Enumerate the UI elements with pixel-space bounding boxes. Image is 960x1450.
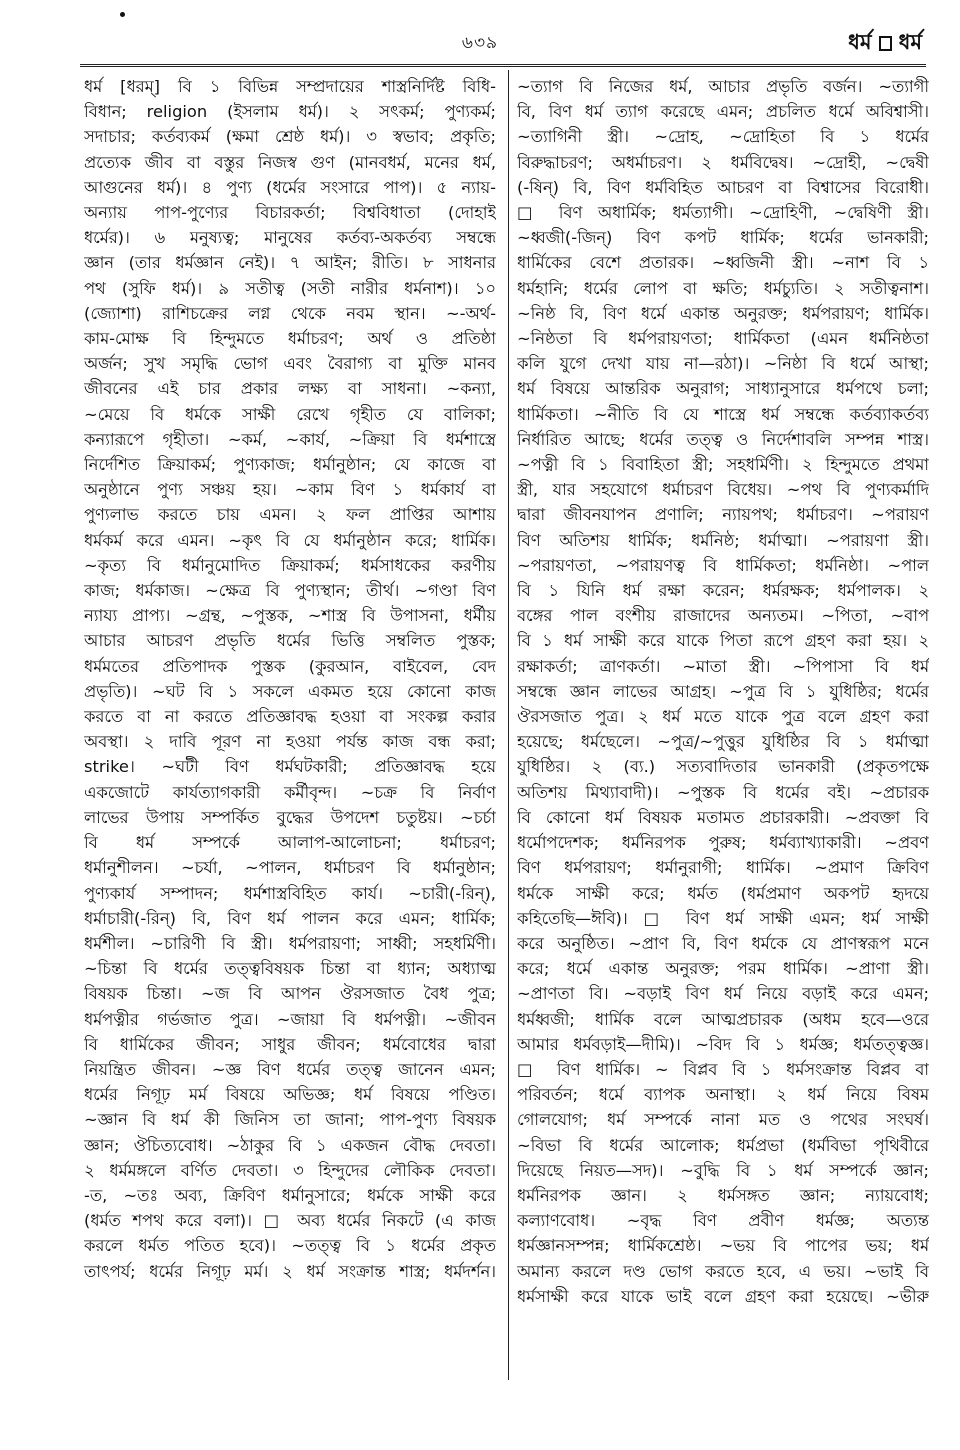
dictionary-line: কন্যারূপে গৃহীতা। ~কর্ম, ~কার্য, ~ক্রিয়া বি ধর্মশাস্ত্রে	[84, 429, 496, 449]
dictionary-line: ধর্মকর্ম করে এমন। ~কৃৎ বি যে ধর্মানুষ্ঠান করে; ধার্মিক।	[84, 530, 496, 550]
dictionary-line: ন্যায্য প্রাপ্য। ~গ্রন্থ, ~পুস্তক, ~শাস্ত্র বি উপাসনা, ধর্মীয়	[84, 606, 496, 626]
dictionary-line: বি কোনো ধর্ম বিষয়ক মতামত প্রচারকারী। ~প্রবক্তা বি	[517, 807, 929, 827]
dictionary-line: (-ষিন্‌) বি, বিণ ধর্মবিহিত আচরণ বা বিশ্বাসের বিরোধী।	[517, 177, 929, 197]
dictionary-line: □ বিণ অধার্মিক; ধর্মত্যাগী। ~দ্রোহিণী, ~দ্বেষিণী স্ত্রী।	[517, 203, 929, 223]
dictionary-line: ধর্মমতের প্রতিপাদক পুস্তক (কুরআন, বাইবেল, বেদ	[84, 656, 496, 676]
dictionary-line: ধর্মনিরপক জ্ঞান। ২ ধর্মসঙ্গত জ্ঞান; ন্যায়বোধ;	[517, 1185, 929, 1205]
dictionary-line: বিধান; religion (ইসলাম ধর্ম)। ২ সৎকর্ম; পুণ্যকর্ম;	[84, 102, 496, 122]
dictionary-line: জীবনের এই চার প্রকার লক্ষ্য বা সাধনা। ~কন্যা,	[84, 379, 496, 399]
dictionary-line: পথ (সুফি ধর্ম)। ৯ সতীত্ব (সতী নারীর ধর্মনাশ)। ১০	[84, 278, 496, 298]
dictionary-line: ধর্মজ্ঞানসম্পন্ন; ধার্মিকশ্রেষ্ঠ। ~ভয় বি পাপের ভয়; ধর্ম	[517, 1236, 929, 1256]
dictionary-line: পরিবর্তন; ধর্মে ব্যাপক অনাস্থা। ২ ধর্ম নিয়ে বিষম	[517, 1085, 929, 1105]
dictionary-line: নির্ধারিত আছে; ধর্মের তত্ত্ব ও নির্দেশাবলি সম্পন্ন শাস্ত্র।	[517, 429, 929, 449]
dictionary-line: ~পরায়ণতা, ~পরায়ণত্ব বি ধার্মিকতা; ধর্মনিষ্ঠা। ~পাল	[517, 555, 929, 575]
dictionary-line: আচার আচরণ প্রভৃতি ধর্মের ভিত্তি সম্বলিত পুস্তক;	[84, 631, 496, 651]
dictionary-line: বঙ্গের পাল বংশীয় রাজাদের অন্যতম। ~পিতা, ~বাপ	[517, 606, 929, 626]
dictionary-line: ~মেয়ে বি ধর্মকে সাক্ষী রেখে গৃহীত যে বালিকা;	[84, 404, 496, 424]
dictionary-line: ধর্মসাক্ষী করে যাকে ভাই বলে গ্রহণ করা হয়েছে। ~ভীরু	[517, 1286, 929, 1306]
dictionary-line: ~বিভা বি ধর্মের আলোক; ধর্মপ্রভা (ধর্মবিভা পৃথিবীরে	[517, 1135, 929, 1155]
dictionary-line: হয়েছে; ধর্মছেলে। ~পুত্র/~পুত্তুর যুধিষ্ঠির বি ১ ধর্মাত্মা	[517, 732, 929, 752]
guide-word-first: ধর্ম	[848, 30, 872, 54]
dictionary-line: সম্বন্ধে জ্ঞান লাভের আগ্রহ। ~পুত্র বি ১ যুধিষ্ঠির; ধর্মের	[517, 681, 929, 701]
dictionary-line: বিষয়ক চিন্তা। ~জ বি আপন ঔরসজাত বৈধ পুত্র;	[84, 984, 496, 1004]
dictionary-line: প্রত্যেক জীব বা বস্তুর নিজস্ব গুণ (মানবধর্ম, মনের ধর্ম,	[84, 152, 496, 172]
dictionary-line: ধর্ম [ধরম্‌] বি ১ বিভিন্ন সম্প্রদায়ের শাস্ত্রনির্দিষ্ট বিধি-	[84, 77, 496, 96]
dictionary-line: ~পত্নী বি ১ বিবাহিতা স্ত্রী; সহধর্মিণী। ২ হিন্দুমতে প্রথমা	[517, 455, 929, 475]
dictionary-line: বি, বিণ ধর্ম ত্যাগ করেছে এমন; প্রচলিত ধর্মে অবিশ্বাসী।	[517, 102, 929, 122]
dictionary-line: ~ত্যাগ বি নিজের ধর্ম, আচার প্রভৃতি বর্জন। ~ত্যাগী	[517, 77, 929, 96]
dictionary-line: অতিশয় মিথ্যাবাদী)। ~পুস্তক বি ধর্মের বই। ~প্রচারক	[517, 782, 929, 802]
dictionary-line: strike। ~ঘটী বিণ ধর্মঘটকারী; প্রতিজ্ঞাবদ্ধ হয়ে	[84, 757, 496, 777]
dictionary-line: ধর্মের নিগূঢ় মর্ম বিষয়ে অভিজ্ঞ; ধর্ম বিষয়ে পণ্ডিত।	[84, 1085, 496, 1105]
dictionary-line: ধর্মোপদেশক; ধর্মনিরপক পুরুষ; ধর্মব্যাখ্যাকারী। ~প্রবণ	[517, 833, 929, 853]
dictionary-line: জ্ঞান; ঔচিত্যবোধ। ~ঠাকুর বি ১ একজন বৌদ্ধ দেবতা।	[84, 1135, 496, 1155]
dictionary-line: ধর্মশীল। ~চারিণী বি স্ত্রী। ধর্মপরায়ণা; সাধ্বী; সহধর্মিণী।	[84, 933, 496, 953]
dictionary-line: কাজ; ধর্মকাজ। ~ক্ষেত্র বি পুণ্যস্থান; তীর্থ। ~গণ্ডা বিণ	[84, 581, 496, 601]
dictionary-line: অর্জন; সুখ সমৃদ্ধি ভোগ এবং বৈরাগ্য বা মুক্তি মানব	[84, 354, 496, 374]
dictionary-line: ~কৃত্য বি ধর্মানুমোদিত ক্রিয়াকর্ম; ধর্মসাধকের করণীয়	[84, 555, 496, 575]
dictionary-line: আমার ধর্মবড়াই—দীমি)। ~বিদ বি ১ ধর্মজ্ঞ; ধর্মতত্ত্বজ্ঞ।	[517, 1034, 929, 1054]
header-rule	[80, 64, 926, 67]
dictionary-line: কহিতেছি—ঈবি)। □ বিণ ধর্ম সাক্ষী এমন; ধর্ম সাক্ষী	[517, 908, 929, 928]
square-icon	[879, 36, 892, 51]
column-divider	[508, 70, 509, 1380]
guide-word-last: ধর্ম	[898, 30, 922, 54]
dictionary-line: ~ত্যাগিনী স্ত্রী। ~দ্রোহ, ~দ্রোহিতা বি ১ ধর্মের	[517, 127, 929, 147]
dictionary-line: অন্যায় পাপ-পুণ্যের বিচারকর্তা; বিশ্ববিধাতা (দোহাই	[84, 203, 496, 223]
dictionary-line: রক্ষাকর্তা; ত্রাণকর্তা। ~মাতা স্ত্রী। ~পিপাসা বি ধর্ম	[517, 656, 929, 676]
page-number: ৬৩৯	[461, 33, 499, 53]
dictionary-line: ধর্মহানি; ধর্মের লোপ বা ক্ষতি; ধর্মচ্যুতি। ২ সতীত্বনাশ।	[517, 278, 929, 298]
dictionary-line: কল্যাণবোধ। ~বৃদ্ধ বিণ প্রবীণ ধর্মজ্ঞ; অত্যন্ত	[517, 1211, 929, 1231]
dictionary-line: করে; ধর্মে একান্ত অনুরক্ত; পরম ধার্মিক। ~প্রাণা স্ত্রী।	[517, 959, 929, 979]
dictionary-line: পুণ্যকার্য সম্পাদন; ধর্মশাস্ত্রবিহিত কার্য। ~চারী(-রিন্‌),	[84, 883, 496, 903]
dictionary-line: বিরুদ্ধাচরণ; অধর্মাচরণ। ২ ধর্মবিদ্বেষ। ~দ্রোহী, ~দ্বেষী	[517, 152, 929, 172]
dictionary-line: দ্বারা জীবনযাপন প্রণালি; ন্যায়পথ; ধর্মাচরণ। ~পরায়ণ	[517, 505, 929, 525]
dictionary-line: নির্দেশিত ক্রিয়াকর্ম; পুণ্যকাজ; ধর্মানুষ্ঠান; যে কাজে বা	[84, 455, 496, 475]
dictionary-line: (জ্যোশা) রাশিচক্রের লগ্ন থেকে নবম স্থান। ~-অর্থ-	[84, 303, 496, 323]
dictionary-line: ধর্মপত্নীর গর্ভজাত পুত্র। ~জায়া বি ধর্মপত্নী। ~জীবন	[84, 1009, 496, 1029]
dictionary-line: (ধর্মত শপথ করে বলা)। □ অব্য ধর্মের নিকটে (এ কাজ	[84, 1211, 496, 1231]
dictionary-line: অমান্য করলে দণ্ড ভোগ করতে হবে, এ ভয়। ~ভাই বি	[517, 1261, 929, 1281]
dictionary-line: প্রভৃতি)। ~ঘট বি ১ সকলে একমত হয়ে কোনো কাজ	[84, 681, 496, 701]
dictionary-line: গোলযোগ; ধর্ম সম্পর্কে নানা মত ও পথের সংঘর্ষ।	[517, 1110, 929, 1130]
dictionary-line: ধর্মকে সাক্ষী করে; ধর্মত (ধর্মপ্রমাণ অকপট হৃদয়ে	[517, 883, 929, 903]
dictionary-line: ~প্রাণতা বি। ~বড়াই বিণ ধর্ম নিয়ে বড়াই করে এমন;	[517, 984, 929, 1004]
dictionary-line: -ত, ~তঃ অব্য, ক্রিবিণ ধর্মানুসারে; ধর্মকে সাক্ষী করে	[84, 1185, 496, 1205]
dictionary-line: ~নিষ্ঠতা বি ধর্মপরায়ণতা; ধার্মিকতা (এমন ধর্মনিষ্ঠতা	[517, 329, 929, 349]
dictionary-line: কাম-মোক্ষ বি হিন্দুমতে ধর্মাচরণ; অর্থ ও প্রতিষ্ঠা	[84, 329, 496, 349]
dictionary-line: ~ধ্বজী(-জিন্‌) বিণ কপট ধার্মিক; ধর্মের ভানকারী;	[517, 228, 929, 248]
dictionary-line: স্ত্রী, যার সহযোগে ধর্মাচরণ বিধেয়। ~পথ বি পুণ্যকর্মাদি	[517, 480, 929, 500]
dictionary-line: ধার্মিকতা। ~নীতি বি যে শাস্ত্রে ধর্ম সম্বন্ধে কর্তব্যাকর্তব্য	[517, 404, 929, 424]
dictionary-line: বিণ অতিশয় ধার্মিক; ধর্মনিষ্ঠ; ধর্মাত্মা। ~পরায়ণা স্ত্রী।	[517, 530, 929, 550]
dictionary-line: ধর্মানুশীলন। ~চর্যা, ~পালন, ধর্মাচরণ বি ধর্মানুষ্ঠান;	[84, 858, 496, 878]
dictionary-line: ধর্মের)। ৬ মনুষ্যত্ব; মানুষের কর্তব্য-অকর্তব্য সম্বন্ধে	[84, 228, 496, 248]
dictionary-line: লাভের উপায় সম্পর্কিত বুদ্ধের উপদেশ চতুষ্টয়। ~চর্চা	[84, 807, 496, 827]
dictionary-line: ২ ধর্মমঙ্গলে বর্ণিত দেবতা। ৩ হিন্দুদের লৌকিক দেবতা।	[84, 1160, 496, 1180]
dictionary-line: নিয়ন্ত্রিত জীবন। ~জ্ঞ বিণ ধর্মের তত্ত্ব জানেন এমন;	[84, 1059, 496, 1079]
left-column	[84, 74, 496, 1389]
dictionary-line: একজোটে কার্যত্যাগকারী কর্মীবৃন্দ। ~চক্র বি নির্বাণ	[84, 782, 496, 802]
dictionary-line: বি ১ যিনি ধর্ম রক্ষা করেন; ধর্মরক্ষক; ধর্মপালক। ২	[517, 581, 929, 601]
dictionary-line: করতে বা না করতে প্রতিজ্ঞাবদ্ধ হওয়া বা সংকল্প করার	[84, 707, 496, 727]
dictionary-line: সদাচার; কর্তব্যকর্ম (ক্ষমা শ্রেষ্ঠ ধর্ম)। ৩ স্বভাব; প্রকৃতি;	[84, 127, 496, 147]
dictionary-line: ধর্ম বিষয়ে আন্তরিক অনুরাগ; সাধ্যানুসারে ধর্মপথে চলা;	[517, 379, 929, 399]
dictionary-line: যুধিষ্ঠির। ২ (ব্য.) সত্যবাদিতার ভানকারী (প্রকৃতপক্ষে	[517, 757, 929, 777]
dictionary-line: ধর্মধ্বজী; ধার্মিক বলে আত্মপ্রচারক (অধম হবে—ওরে	[517, 1009, 929, 1029]
dictionary-line: ~জ্ঞান বি ধর্ম কী জিনিস তা জানা; পাপ-পুণ্য বিষয়ক	[84, 1110, 496, 1130]
dictionary-line: ~চিন্তা বি ধর্মের তত্ত্ববিষয়ক চিন্তা বা ধ্যান; অধ্যাত্ম	[84, 959, 496, 979]
dictionary-line: বি ১ ধর্ম সাক্ষী করে যাকে পিতা রূপে গ্রহণ করা হয়। ২	[517, 631, 929, 651]
dictionary-line: তাৎপর্য; ধর্মের নিগূঢ় মর্ম। ২ ধর্ম সংক্রান্ত শাস্ত্র; ধর্মদর্শন।	[84, 1261, 496, 1281]
dictionary-line: আগুনের ধর্ম)। ৪ পুণ্য (ধর্মের সংসারে পাপ)। ৫ ন্যায়-	[84, 177, 496, 197]
right-column	[517, 74, 929, 1389]
dictionary-line: কলি যুগে দেখা যায় না—রঠা)। ~নিষ্ঠা বি ধর্মে আস্থা;	[517, 354, 929, 374]
dictionary-line: করলে ধর্মত পতিত হবে)। ~তত্ত্ব বি ১ ধর্মের প্রকৃত	[84, 1236, 496, 1256]
dictionary-line: বিণ ধর্মপরায়ণ; ধর্মানুরাগী; ধার্মিক। ~প্রমাণ ক্রিবিণ	[517, 858, 929, 878]
dictionary-line: ধার্মিকের বেশে প্রতারক। ~ধ্বজিনী স্ত্রী। ~নাশ বি ১	[517, 253, 929, 273]
dictionary-line: □ বিণ ধার্মিক। ~ বিপ্লব বি ১ ধর্মসংক্রান্ত বিপ্লব বা	[517, 1059, 929, 1079]
dictionary-line: পুণ্যলাভ করতে চায় এমন। ২ ফল প্রাপ্তির আশায়	[84, 505, 496, 525]
dictionary-line: অনুষ্ঠানে পুণ্য সঞ্চয় হয়। ~কাম বিণ ১ ধর্মকার্য বা	[84, 480, 496, 500]
running-head	[848, 26, 922, 61]
dictionary-line: ঔরসজাত পুত্র। ২ ধর্ম মতে যাকে পুত্র বলে গ্রহণ করা	[517, 707, 929, 727]
dictionary-line: বি ধর্ম সম্পর্কে আলাপ-আলোচনা; ধর্মাচরণ;	[84, 833, 496, 853]
dictionary-line: অবস্থা। ২ দাবি পূরণ না হওয়া পর্যন্ত কাজ বন্ধ করা;	[84, 732, 496, 752]
dictionary-line: ~নিষ্ঠ বি, বিণ ধর্মে একান্ত অনুরক্ত; ধর্মপরায়ণ; ধার্মিক।	[517, 303, 929, 323]
dictionary-line: ধর্মাচারী(-রিন্‌) বি, বিণ ধর্ম পালন করে এমন; ধার্মিক;	[84, 908, 496, 928]
dictionary-line: বি ধার্মিকের জীবন; সাধুর জীবন; ধর্মবোধের দ্বারা	[84, 1034, 496, 1054]
dictionary-line: জ্ঞান (তার ধর্মজ্ঞান নেই)। ৭ আইন; রীতি। ৮ সাধনার	[84, 253, 496, 273]
dictionary-line: দিয়েছে নিয়ত—সদ)। ~বুদ্ধি বি ১ ধর্ম সম্পর্কে জ্ঞান;	[517, 1160, 929, 1180]
dictionary-line: করে অনুষ্ঠিত। ~প্রাণ বি, বিণ ধর্মকে যে প্রাণস্বরূপ মনে	[517, 933, 929, 953]
ink-dot	[120, 12, 125, 17]
